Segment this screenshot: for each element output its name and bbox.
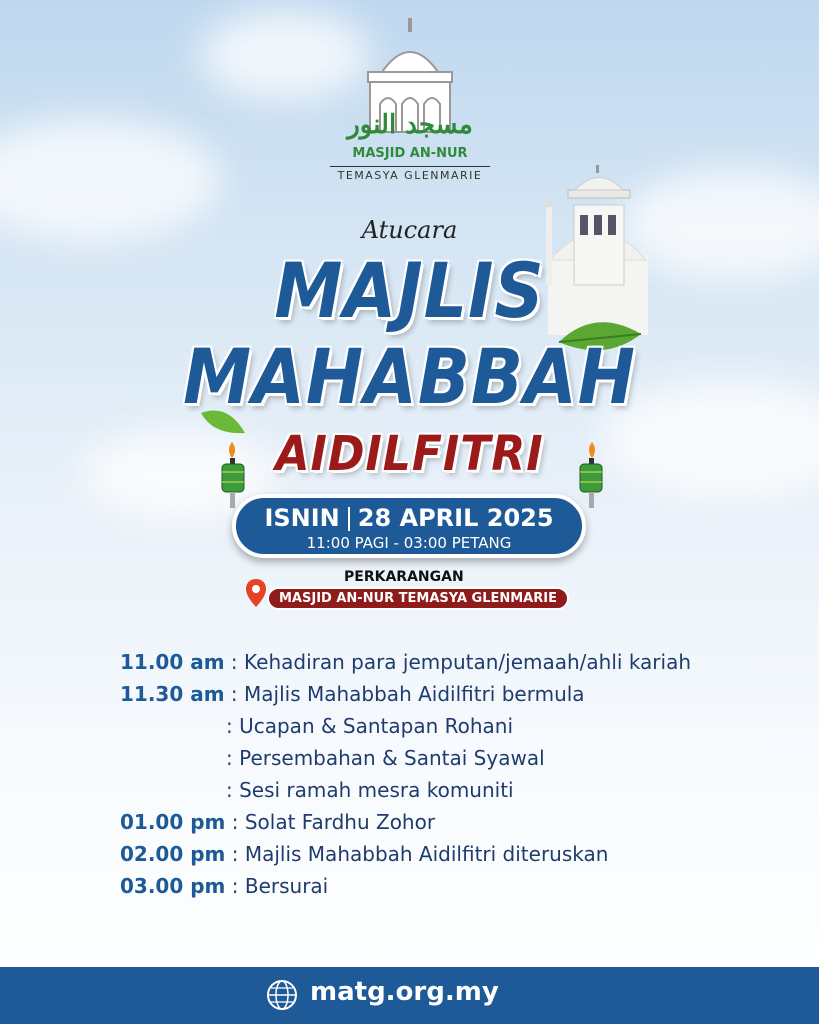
schedule-item: 01.00 pm : Solat Fardhu Zohor xyxy=(120,810,436,834)
schedule-item: 02.00 pm : Majlis Mahabbah Aidilfitri diteruskan xyxy=(120,842,609,866)
event-day: ISNIN xyxy=(264,504,340,532)
schedule-item: 03.00 pm : Bersurai xyxy=(120,874,329,898)
schedule-list xyxy=(120,646,691,902)
masjid-logo xyxy=(330,12,490,187)
footer-bar xyxy=(0,967,819,1024)
title-line-3: AIDILFITRI xyxy=(275,426,544,482)
logo-arabic: مسجد النور xyxy=(347,110,473,140)
logo-name: MASJID AN-NUR xyxy=(352,146,468,161)
date-pill xyxy=(232,494,586,558)
event-time: 11:00 PAGI - 03:00 PETANG xyxy=(306,534,512,552)
event-date xyxy=(236,504,582,532)
title-line-2: MAHABBAH xyxy=(183,332,636,421)
schedule-item: 11.00 am : Kehadiran para jemputan/jemaah/ahli kariah xyxy=(120,650,692,674)
schedule-item: : Sesi ramah mesra komuniti xyxy=(226,778,514,802)
divider xyxy=(348,507,350,531)
logo-sub: TEMASYA GLENMARIE xyxy=(330,166,490,182)
venue-label: PERKARANGAN xyxy=(344,569,464,585)
schedule-item: 11.30 am : Majlis Mahabbah Aidilfitri bermula xyxy=(120,682,585,706)
title-line-1: MAJLIS xyxy=(274,246,545,335)
venue-name: MASJID AN-NUR TEMASYA GLENMARIE xyxy=(267,587,569,610)
atucara-label: Atucara xyxy=(361,216,458,244)
schedule-item: : Persembahan & Santai Syawal xyxy=(226,746,545,770)
schedule-item: : Ucapan & Santapan Rohani xyxy=(226,714,514,738)
event-full-date: 28 APRIL 2025 xyxy=(357,504,554,532)
globe-icon xyxy=(266,979,298,1011)
website-link[interactable]: matg.org.my xyxy=(310,977,499,1007)
location-pin-icon xyxy=(245,578,267,608)
